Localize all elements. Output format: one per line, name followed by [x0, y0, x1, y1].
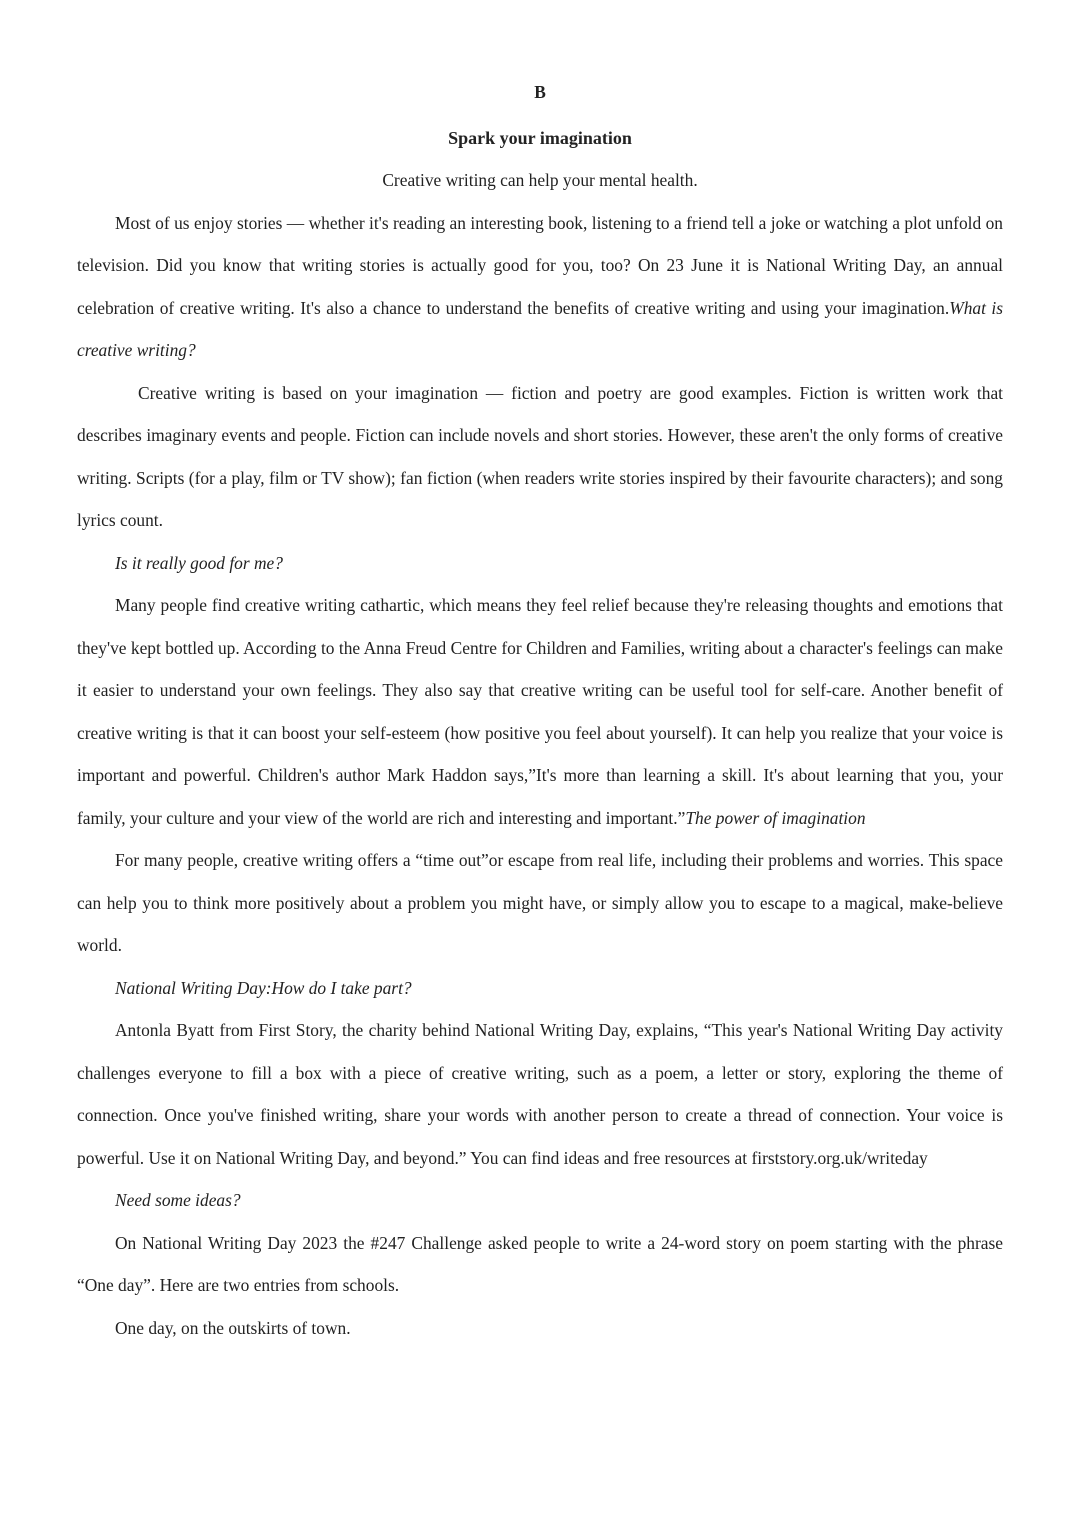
heading-need-ideas: Need some ideas? [115, 1190, 241, 1210]
paragraph-escape: For many people, creative writing offers a “time out”or escape from real life, including their problems and worries. This space can help you to think more positively about a problem you might have, or simply allow you to escape to a magical, make-believe world. [77, 850, 1003, 955]
heading-take-part: National Writing Day:How do I take part? [115, 977, 412, 998]
heading-power-of-imagination: The power of imagination [685, 807, 866, 828]
paragraph-activity: Antonla Byatt from First Story, the charity behind National Writing Day, explains, “This year's National Writing Day activity challenges everyone to fill a box with a piece of creative writing, such as a poem, a letter or story, exploring the theme of connection. Once you've finished writing, share your words with another person to create a thread of connection. Your voice is powerful. Use it on National Writing Day, and beyond.” You can find ideas and free resources at firststory.org.uk/writeday [77, 1020, 1003, 1168]
paragraph-benefits [77, 584, 1003, 839]
paragraph-intro-text: Most of us enjoy stories — whether it's reading an interesting book, listening to a friend tell a joke or watching a plot unfold on television. Did you know that writing stories is actually good for you, too? On 23 June it is National Writing Day, an annual celebration of creative writing. It's also a chance to understand the benefits of creative writing and using your imagination. [77, 212, 1003, 318]
article [77, 74, 1003, 1349]
paragraph-one-day: One day, on the outskirts of town. [115, 1317, 351, 1338]
paragraph-benefits-text: Many people find creative writing cathartic, which means they feel relief because they're releasing thoughts and emotions that they've kept bottled up. According to the Anna Freud Centre for Children and Families, writing about a character's feelings can make it easier to understand your own feelings. They also say that creative writing can be useful tool for self-care. Another benefit of creative writing is that it can boost your self-esteem (how positive you feel about yourself). It can help you realize that your voice is important and powerful. Children's author Mark Haddon says,”It's more than learning a skill. It's about learning that you, your family, your culture and your view of the world are rich and interesting and important.” [77, 595, 1003, 828]
paragraph-intro [77, 202, 1003, 372]
heading-is-it-good: Is it really good for me? [115, 552, 283, 573]
article-subtitle: Creative writing can help your mental health. [382, 170, 698, 190]
heading-what-is-creative-writing: What is creative writing? [77, 297, 1004, 360]
article-title: Spark your imagination [448, 128, 632, 148]
section-letter: B [534, 82, 546, 102]
paragraph-challenge: On National Writing Day 2023 the #247 Challenge asked people to write a 24-word story on poem starting with the phrase “One day”. Here are two entries from schools. [77, 1232, 1003, 1295]
paragraph-definition: Creative writing is based on your imagination — fiction and poetry are good examples. Fiction is written work that describes imaginary events and people. Fiction can include novels and short stories. However, these aren't the only forms of creative writing. Scripts (for a play, film or TV show); fan fiction (when readers write stories inspired by their favourite characters); and song lyrics count. [77, 382, 1003, 530]
